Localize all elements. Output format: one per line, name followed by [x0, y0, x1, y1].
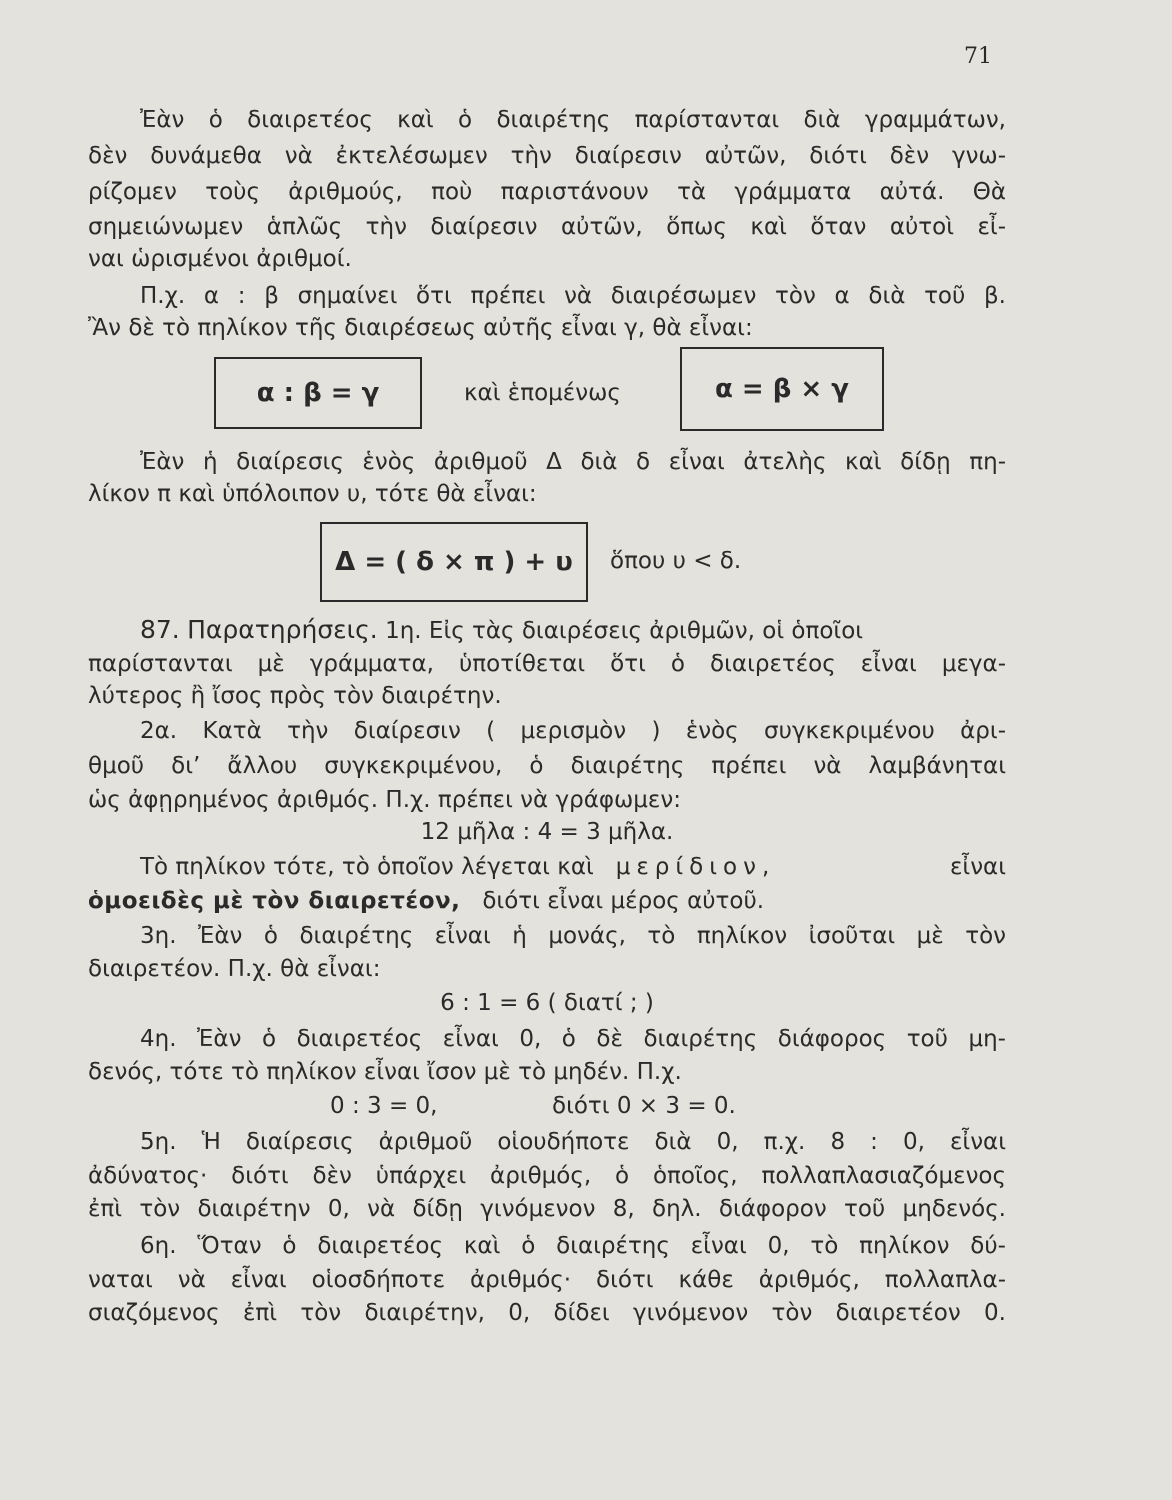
text-line: σημειώνωμεν ἁπλῶς τὴν διαίρεσιν αὐτῶν, ὅπως καὶ ὅταν αὐτοὶ εἶ-: [88, 214, 1006, 240]
section-number: 87.: [140, 615, 180, 644]
text-line: [140, 851, 1006, 883]
text-line: 4η. Ἐὰν ὁ διαιρετέος εἶναι 0, ὁ δὲ διαιρέτης διάφορος τοῦ μη-: [140, 1026, 1006, 1052]
text-line: 5η. Ἡ διαίρεσις ἀριθμοῦ οἱουδήποτε διὰ 0, π.χ. 8 : 0, εἶναι: [140, 1129, 1006, 1155]
text-line: ὡς ἀφῃρημένος ἀριθμός. Π.χ. πρέπει νὰ γράφωμεν:: [88, 787, 681, 813]
example-line: 0 : 3 = 0,: [330, 1093, 438, 1119]
text-fragment: εἶναι: [949, 854, 1006, 880]
text-fragment: διότι εἶναι μέρος αὐτοῦ.: [482, 888, 765, 914]
text-line: 2α. Κατὰ τὴν διαίρεσιν ( μερισμὸν ) ἑνὸς συγκεκριμένου ἀρι-: [140, 718, 1006, 744]
text-line: θμοῦ δι’ ἄλλου συγκεκριμένου, ὁ διαιρέτης πρέπει νὰ λαμβάνηται: [88, 753, 1006, 779]
text-line: ἐπὶ τὸν διαιρέτην 0, νὰ δίδῃ γινόμενον 8, δηλ. διάφορον τοῦ μηδενός.: [88, 1196, 1006, 1222]
example-line: 12 μῆλα : 4 = 3 μῆλα.: [420, 819, 674, 845]
example-line: διότι 0 × 3 = 0.: [552, 1093, 736, 1119]
formula-box-division: α : β = γ: [214, 357, 422, 429]
text-line: [88, 885, 1006, 917]
formula-box-remainder: Δ = ( δ × π ) + υ: [320, 522, 588, 602]
text-line: δὲν δυνάμεθα νὰ ἐκτελέσωμεν τὴν διαίρεσιν αὐτῶν, διότι δὲν γνω-: [88, 143, 1006, 169]
text-line: λίκον π καὶ ὑπόλοιπον υ, τότε θὰ εἶναι:: [88, 481, 537, 507]
text-line: δενός, τότε τὸ πηλίκον εἶναι ἴσον μὲ τὸ μηδέν. Π.χ.: [88, 1059, 682, 1085]
text-line: Π.χ. α : β σημαίνει ὅτι πρέπει νὰ διαιρέσωμεν τὸν α διὰ τοῦ β.: [140, 283, 1006, 309]
formula-box-product: α = β × γ: [680, 347, 884, 431]
text-line: λύτερος ἢ ἴσος πρὸς τὸν διαιρέτην.: [88, 683, 502, 709]
text-line: διαιρετέον. Π.χ. θὰ εἶναι:: [88, 956, 381, 982]
text-line: ναι ὡρισμένοι ἀριθμοί.: [88, 246, 352, 272]
text-line: σιαζόμενος ἐπὶ τὸν διαιρέτην, 0, δίδει γινόμενον τὸν διαιρετέον 0.: [88, 1300, 1006, 1326]
text-fragment: Τὸ πηλίκον τότε, τὸ ὁποῖον λέγεται καὶ: [140, 854, 594, 880]
section-87-first-line: [140, 614, 1006, 647]
section-title: Παρατηρήσεις.: [187, 615, 378, 644]
formula-condition: ὅπου υ < δ.: [610, 548, 742, 574]
text-line: ναται νὰ εἶναι οἱοσδήποτε ἀριθμός· διότι κάθε ἀριθμός, πολλαπλα-: [88, 1267, 1006, 1293]
text-line: 3η. Ἐὰν ὁ διαιρέτης εἶναι ἡ μονάς, τὸ πηλίκον ἰσοῦται μὲ τὸν: [140, 923, 1006, 949]
formula-connector: καὶ ἑπομένως: [464, 380, 621, 406]
text-fragment: 1η. Εἰς τὰς διαιρέσεις ἀριθμῶν, οἱ ὁποῖοι: [385, 618, 864, 644]
text-line: Ἐὰν ἡ διαίρεσις ἑνὸς ἀριθμοῦ Δ διὰ δ εἶναι ἀτελὴς καὶ δίδῃ πη-: [140, 449, 1006, 475]
text-line: 6η. Ὅταν ὁ διαιρετέος καὶ ὁ διαιρέτης εἶναι 0, τὸ πηλίκον δύ-: [140, 1233, 1006, 1259]
text-line: Ἂν δὲ τὸ πηλίκον τῆς διαιρέσεως αὐτῆς εἶναι γ, θὰ εἶναι:: [88, 315, 753, 341]
bold-term: ὁμοειδὲς μὲ τὸν διαιρετέον,: [88, 888, 461, 914]
page-number: 71: [964, 44, 992, 69]
example-line: 6 : 1 = 6 ( διατί ; ): [440, 990, 654, 1016]
spaced-term: μερίδιον,: [615, 854, 776, 880]
text-line: Ἐὰν ὁ διαιρετέος καὶ ὁ διαιρέτης παρίστανται διὰ γραμμάτων,: [140, 107, 1006, 133]
text-line: ἀδύνατος· διότι δὲν ὑπάρχει ἀριθμός, ὁ ὁποῖος, πολλαπλασιαζόμενος: [88, 1163, 1006, 1189]
text-line: παρίστανται μὲ γράμματα, ὑποτίθεται ὅτι ὁ διαιρετέος εἶναι μεγα-: [88, 651, 1006, 677]
text-line: ρίζομεν τοὺς ἀριθμούς, ποὺ παριστάνουν τὰ γράμματα αὐτά. Θὰ: [88, 179, 1006, 205]
